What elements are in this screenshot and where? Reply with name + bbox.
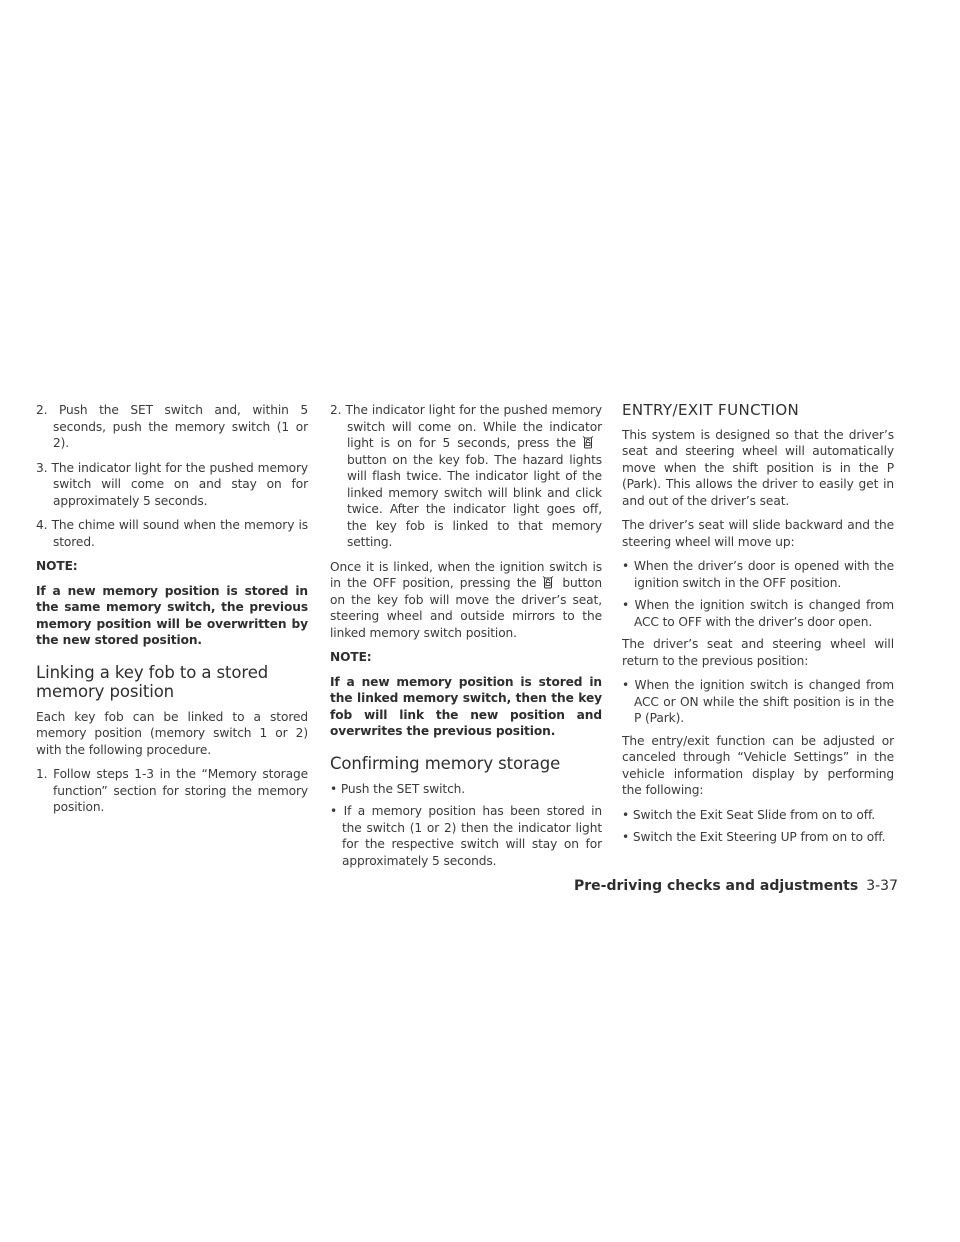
- linking-intro: Each key fob can be linked to a stored memory position (memory switch 1 or 2) with the following procedure.: [36, 709, 308, 757]
- linked-operation-paragraph: [330, 559, 602, 642]
- list-item: • Switch the Exit Seat Slide from on to off.: [622, 807, 876, 822]
- entry-exit-paragraph-2: The driver’s seat will slide backward and the steering wheel will move up:: [622, 518, 894, 549]
- note-body: If a new memory position is stored in the same memory switch, the previous memory position will be overwritten by the new stored position.: [36, 583, 308, 647]
- key-fob-unlock-icon: [581, 435, 595, 449]
- list-item: • Switch the Exit Steering UP from on to off.: [622, 830, 886, 844]
- list-item: • Push the SET switch.: [330, 781, 466, 796]
- column-middle: [330, 402, 602, 875]
- linking-step-2: [330, 402, 602, 551]
- section-heading-linking: Linking a key fob to a stored memory position: [36, 662, 269, 701]
- step-2-text-end: button on the key fob. The hazard lights will flash twice. The indicator light of the linked memory switch will blink and click twice. After the indicator light goes off, the key fob is linked to that memory setting.: [347, 452, 602, 549]
- list-item: • If a memory position has been stored in the switch (1 or 2) then the indicator light for the respective switch will stay on for approximately 5 seconds.: [330, 804, 602, 868]
- list-item: • When the ignition switch is changed from ACC to OFF with the driver’s door open.: [622, 598, 894, 629]
- column-right: [622, 402, 894, 852]
- page-footer: [560, 878, 898, 894]
- note-heading: NOTE:: [330, 650, 372, 664]
- step-2: 2. Push the SET switch and, within 5 seconds, push the memory switch (1 or 2).: [36, 403, 308, 450]
- note-heading: NOTE:: [36, 559, 78, 573]
- list-item: • When the ignition switch is changed from ACC or ON while the shift position is in the P (Park).: [622, 678, 894, 725]
- column-left: [36, 402, 308, 824]
- step-2-text-start: 2. The indicator light for the pushed memory switch will come on. While the indicator light is on for 5 seconds, press the: [330, 403, 602, 450]
- entry-exit-paragraph-4: The entry/exit function can be adjusted or canceled through “Vehicle Settings” in the vehicle information display by performing the following:: [622, 733, 894, 797]
- page-number: 3-37: [866, 878, 898, 894]
- step-3: 3. The indicator light for the pushed memory switch will come on and stay on for approximately 5 seconds.: [36, 460, 308, 508]
- linking-step-1: 1. Follow steps 1-3 in the “Memory storage function” section for storing the memory position.: [36, 767, 308, 814]
- list-item: • When the driver’s door is opened with the ignition switch in the OFF position.: [622, 559, 894, 590]
- linked-text-end: button on the key fob will move the driver’s seat, steering wheel and outside mirrors to the linked memory switch position.: [330, 576, 602, 640]
- linked-text-start: Once it is linked, when the ignition switch is in the OFF position, pressing the: [330, 559, 602, 590]
- step-4: 4. The chime will sound when the memory is stored.: [36, 518, 308, 549]
- key-fob-unlock-icon: [541, 575, 555, 589]
- section-heading-confirming: Confirming memory storage: [330, 753, 561, 773]
- entry-exit-paragraph-1: This system is designed so that the driver’s seat and steering wheel will automatically move when the shift position is in the P (Park). This allows the driver to easily get in and out of the driver’s seat.: [622, 427, 894, 508]
- entry-exit-paragraph-3: The driver’s seat and steering wheel will return to the previous position:: [622, 637, 894, 668]
- footer-section-title: Pre-driving checks and adjustments: [574, 878, 859, 894]
- section-heading-entry-exit: ENTRY/EXIT FUNCTION: [622, 401, 800, 419]
- note-body: If a new memory position is stored in the linked memory switch, then the key fob will link the new position and overwrites the previous position.: [330, 674, 602, 738]
